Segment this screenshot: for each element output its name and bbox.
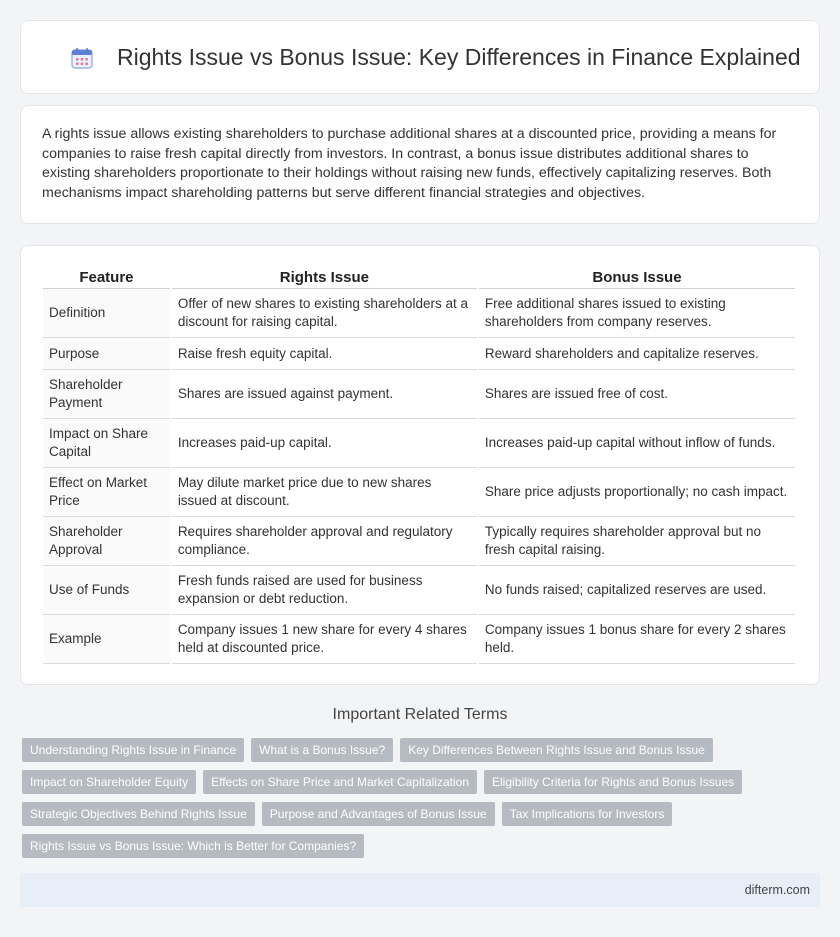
intro-card [20, 105, 820, 224]
feature-cell: Definition [43, 289, 170, 338]
table-row [43, 370, 795, 419]
related-terms-list [22, 738, 802, 858]
table-row [43, 566, 795, 615]
feature-cell: Effect on Market Price [43, 468, 170, 517]
bonus-cell: Typically requires shareholder approval but no fresh capital raising. [479, 517, 795, 566]
bonus-cell: Free additional shares issued to existing shareholders from company reserves. [479, 289, 795, 338]
table-row [43, 468, 795, 517]
bonus-cell: Reward shareholders and capitalize reserves. [479, 338, 795, 370]
related-term-link[interactable]: Tax Implications for Investors [502, 802, 673, 826]
related-term-link[interactable]: Effects on Share Price and Market Capitalization [203, 770, 477, 794]
intro-paragraph: A rights issue allows existing shareholders to purchase additional shares at a discounted price, providing a means for companies to raise fresh capital directly from investors. In contrast, a bonus issue distributes additional shares to existing shareholders proportionate to their holdings without raising new funds, effectively capitalizing reserves. Both mechanisms impact shareholding patterns but serve different financial strategies and objectives. [42, 126, 777, 201]
feature-cell: Example [43, 615, 170, 664]
table-row [43, 517, 795, 566]
feature-cell: Purpose [43, 338, 170, 370]
table-row [43, 419, 795, 468]
related-term-link[interactable]: Eligibility Criteria for Rights and Bonus Issues [484, 770, 742, 794]
header-feature: Feature [43, 267, 170, 289]
comparison-table [41, 267, 797, 664]
bonus-cell: Company issues 1 bonus share for every 2 shares held. [479, 615, 795, 664]
rights-cell: Shares are issued against payment. [172, 370, 477, 419]
related-term-link[interactable]: Understanding Rights Issue in Finance [22, 738, 244, 762]
rights-cell: Increases paid-up capital. [172, 419, 477, 468]
rights-cell: Requires shareholder approval and regulatory compliance. [172, 517, 477, 566]
bonus-cell: No funds raised; capitalized reserves are used. [479, 566, 795, 615]
related-terms-heading: Important Related Terms [332, 706, 508, 723]
feature-cell: Shareholder Payment [43, 370, 170, 419]
title-card [20, 20, 820, 94]
bonus-cell: Increases paid-up capital without inflow of funds. [479, 419, 795, 468]
table-row [43, 615, 795, 664]
related-term-link[interactable]: What is a Bonus Issue? [251, 738, 393, 762]
related-term-link[interactable]: Strategic Objectives Behind Rights Issue [22, 802, 255, 826]
comparison-card [20, 245, 820, 685]
header-bonus-issue: Bonus Issue [479, 267, 795, 289]
table-header-row [43, 267, 795, 289]
calendar-icon [71, 47, 93, 69]
page-title: Rights Issue vs Bonus Issue: Key Differences in Finance Explained [117, 44, 801, 70]
feature-cell: Shareholder Approval [43, 517, 170, 566]
related-term-link[interactable]: Rights Issue vs Bonus Issue: Which is Better for Companies? [22, 834, 364, 858]
bonus-cell: Shares are issued free of cost. [479, 370, 795, 419]
header-rights-issue: Rights Issue [172, 267, 477, 289]
rights-cell: May dilute market price due to new shares issued at discount. [172, 468, 477, 517]
table-row [43, 338, 795, 370]
rights-cell: Raise fresh equity capital. [172, 338, 477, 370]
rights-cell: Fresh funds raised are used for business expansion or debt reduction. [172, 566, 477, 615]
related-term-link[interactable]: Key Differences Between Rights Issue and Bonus Issue [400, 738, 713, 762]
footer [20, 873, 820, 907]
rights-cell: Offer of new shares to existing shareholders at a discount for raising capital. [172, 289, 477, 338]
footer-site-link[interactable]: difterm.com [744, 883, 810, 897]
feature-cell: Impact on Share Capital [43, 419, 170, 468]
related-term-link[interactable]: Impact on Shareholder Equity [22, 770, 196, 794]
related-term-link[interactable]: Purpose and Advantages of Bonus Issue [262, 802, 495, 826]
feature-cell: Use of Funds [43, 566, 170, 615]
table-row [43, 289, 795, 338]
bonus-cell: Share price adjusts proportionally; no cash impact. [479, 468, 795, 517]
rights-cell: Company issues 1 new share for every 4 shares held at discounted price. [172, 615, 477, 664]
